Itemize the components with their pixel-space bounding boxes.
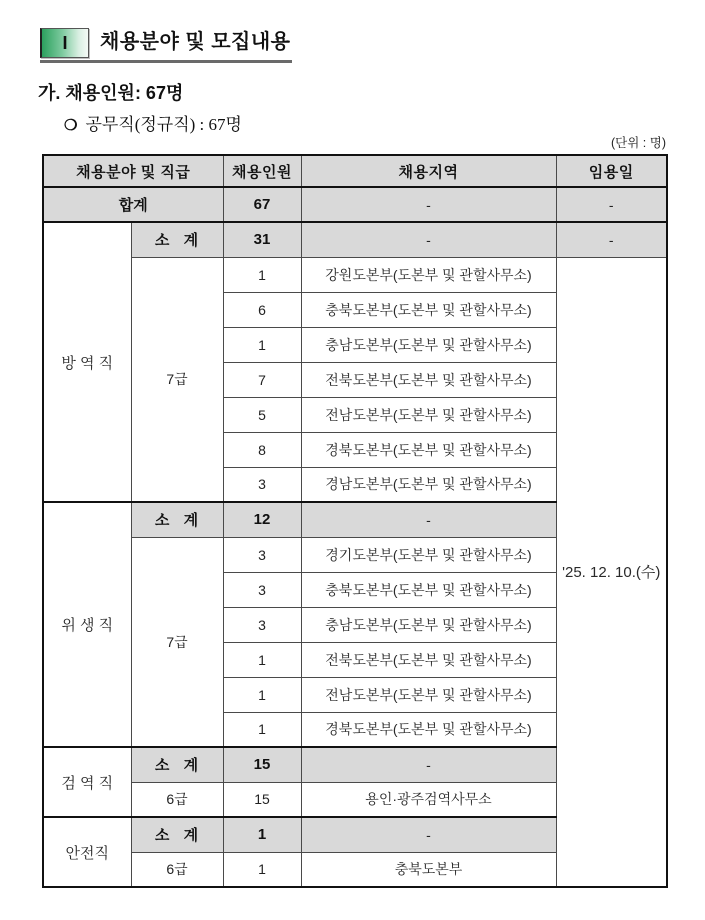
col-header-date: 임용일	[556, 155, 667, 187]
bullet-text: 공무직(정규직) : 67명	[85, 115, 242, 134]
region-cell: 충남도본부(도본부 및 관할사무소)	[301, 327, 556, 362]
subtotal-region-cell: -	[301, 747, 556, 782]
region-cell: 경남도본부(도본부 및 관할사무소)	[301, 467, 556, 502]
col-header-count: 채용인원	[223, 155, 301, 187]
section-number-box	[40, 28, 89, 58]
subtotal-label-cell: 소 계	[131, 747, 223, 782]
count-cell: 7	[223, 362, 301, 397]
total-count-cell: 67	[223, 187, 301, 222]
circle-bullet-icon: ❍	[64, 118, 78, 134]
section-name-cell: 안전직	[43, 817, 131, 887]
title-underline	[40, 60, 292, 63]
grade-cell: 7급	[131, 537, 223, 747]
recruitment-table	[42, 154, 668, 888]
subtotal-label-cell: 소 계	[131, 502, 223, 537]
count-cell: 1	[223, 257, 301, 292]
page-title: 채용분야 및 모집내용	[100, 31, 291, 53]
col-header-region: 채용지역	[301, 155, 556, 187]
count-cell: 1	[223, 642, 301, 677]
region-cell: 강원도본부(도본부 및 관할사무소)	[301, 257, 556, 292]
grade-cell: 6급	[131, 852, 223, 887]
count-cell: 1	[223, 677, 301, 712]
region-cell: 전북도본부(도본부 및 관할사무소)	[301, 642, 556, 677]
subtotal-region-cell: -	[301, 817, 556, 852]
region-cell: 충남도본부(도본부 및 관할사무소)	[301, 607, 556, 642]
subtotal-count-cell: 15	[223, 747, 301, 782]
count-cell: 3	[223, 537, 301, 572]
count-cell: 5	[223, 397, 301, 432]
bullet-line	[64, 110, 242, 135]
count-cell: 1	[223, 712, 301, 747]
region-cell: 경북도본부(도본부 및 관할사무소)	[301, 712, 556, 747]
subtotal-label-cell: 소 계	[131, 222, 223, 257]
total-date-cell: -	[556, 187, 667, 222]
count-cell: 1	[223, 327, 301, 362]
section-name-cell: 검 역 직	[43, 747, 131, 817]
total-label-cell: 합계	[43, 187, 223, 222]
total-row	[43, 187, 667, 222]
subtotal-count-cell: 31	[223, 222, 301, 257]
count-cell: 3	[223, 572, 301, 607]
region-cell: 충북도본부(도본부 및 관할사무소)	[301, 572, 556, 607]
count-cell: 3	[223, 467, 301, 502]
region-cell: 용인·광주검역사무소	[301, 782, 556, 817]
count-cell: 15	[223, 782, 301, 817]
subtotal-region-cell: -	[301, 502, 556, 537]
subtotal-date-cell: -	[556, 222, 667, 257]
count-cell: 1	[223, 852, 301, 887]
table-row	[43, 257, 667, 292]
subtotal-count-cell: 1	[223, 817, 301, 852]
subtotal-row	[43, 222, 667, 257]
total-region-cell: -	[301, 187, 556, 222]
unit-note: (단위 : 명)	[611, 136, 666, 150]
region-cell: 전북도본부(도본부 및 관할사무소)	[301, 362, 556, 397]
subtotal-region-cell: -	[301, 222, 556, 257]
count-cell: 6	[223, 292, 301, 327]
grade-cell: 7급	[131, 257, 223, 502]
heading-recruit-count: 가. 채용인원: 67명	[38, 83, 184, 103]
section-name-cell: 방 역 직	[43, 222, 131, 502]
recruitment-table-wrapper	[42, 154, 668, 888]
table-header-row	[43, 155, 667, 187]
grade-cell: 6급	[131, 782, 223, 817]
date-cell: '25. 12. 10.(수)	[556, 257, 667, 887]
region-cell: 전남도본부(도본부 및 관할사무소)	[301, 677, 556, 712]
section-name-cell: 위 생 직	[43, 502, 131, 747]
region-cell: 경북도본부(도본부 및 관할사무소)	[301, 432, 556, 467]
section-number: I	[62, 32, 68, 53]
count-cell: 8	[223, 432, 301, 467]
subtotal-count-cell: 12	[223, 502, 301, 537]
region-cell: 충북도본부	[301, 852, 556, 887]
count-cell: 3	[223, 607, 301, 642]
region-cell: 전남도본부(도본부 및 관할사무소)	[301, 397, 556, 432]
region-cell: 충북도본부(도본부 및 관할사무소)	[301, 292, 556, 327]
region-cell: 경기도본부(도본부 및 관할사무소)	[301, 537, 556, 572]
col-header-field-grade: 채용분야 및 직급	[43, 155, 223, 187]
subtotal-label-cell: 소 계	[131, 817, 223, 852]
